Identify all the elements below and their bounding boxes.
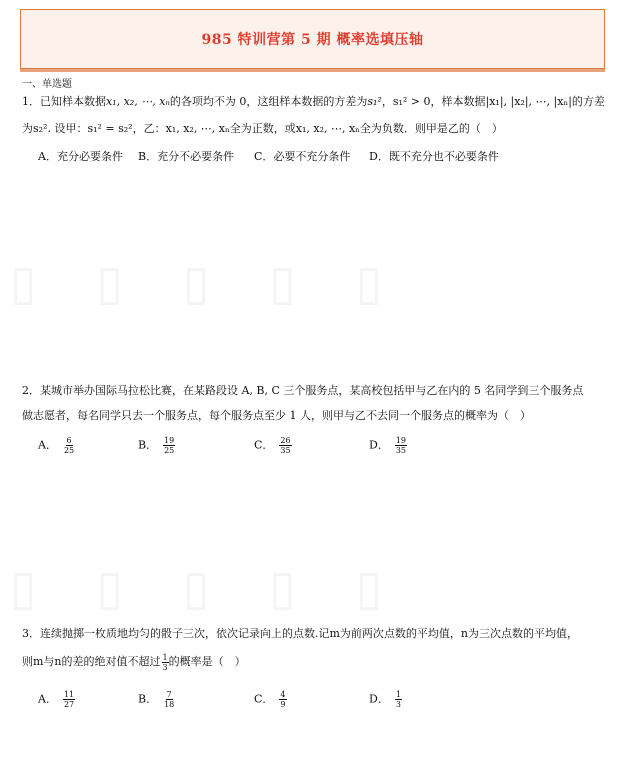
option-fraction: $\frac{4}{9}$ xyxy=(280,690,286,709)
section-heading: 一、单选题 xyxy=(22,79,72,90)
option-label: C． xyxy=(254,438,274,452)
option-label: B． xyxy=(138,692,158,706)
watermark-band: ▯▯▯▯▯ xyxy=(10,560,443,616)
option-label: C． xyxy=(254,692,274,706)
question-2-line-1: 2．某城市举办国际马拉松比赛，在某路段设 A, B, C 三个服务点，某高校包括甲与乙在内的 5 名同学到三个服务点 xyxy=(22,384,584,397)
option-label: B． xyxy=(138,438,158,452)
q3-option-d[interactable] xyxy=(369,690,402,709)
q2-option-d[interactable] xyxy=(369,436,407,455)
q1-text: ，s₁² > 0，样本数据|x₁|, |x₂|, ⋯, |xₙ|的方差 xyxy=(381,95,605,108)
watermark-band: ▯▯▯▯▯ xyxy=(10,255,443,311)
q3-fraction: $\frac{1}{3}$ xyxy=(162,652,168,672)
question-1-line-1 xyxy=(22,92,605,112)
q2-option-b[interactable] xyxy=(138,436,175,455)
q3-option-b[interactable] xyxy=(138,690,175,709)
q3-option-c[interactable] xyxy=(254,690,287,709)
q2-option-c[interactable] xyxy=(254,436,292,455)
option-fraction: $\frac{11}{27}$ xyxy=(63,690,75,709)
title-banner xyxy=(20,9,605,69)
q1-option-d[interactable]: D．既不充分也不必要条件 xyxy=(369,150,499,163)
option-fraction: $\frac{7}{18}$ xyxy=(164,690,175,709)
question-3-line-1: 3．连续抛掷一枚质地均匀的骰子三次，依次记录向上的点数.记m为前两次点数的平均值，n为三次点数的平均值， xyxy=(22,627,579,640)
question-1-line-2: 为s₂². 设甲：s₁² = s₂²，乙：x₁, x₂, ⋯, xₙ全为正数，或x₁, x₂, ⋯, xₙ全为负数．则甲是乙的（ ） xyxy=(22,122,503,135)
option-label: A． xyxy=(38,692,57,706)
page-title: 985 特训营第 5 期 概率选填压轴 xyxy=(201,32,424,48)
option-fraction: $\frac{19}{25}$ xyxy=(164,436,175,455)
option-label: A． xyxy=(38,438,57,452)
option-label: D． xyxy=(369,692,389,706)
q3-option-a[interactable] xyxy=(38,690,75,709)
option-label: D． xyxy=(369,438,389,452)
question-3-line-2 xyxy=(22,652,246,672)
option-fraction: $\frac{19}{35}$ xyxy=(395,436,407,455)
option-fraction: $\frac{1}{3}$ xyxy=(395,690,401,709)
question-2-line-2: 做志愿者，每名同学只去一个服务点，每个服务点至少 1 人，则甲与乙不去同一个服务点的概率为（ ） xyxy=(22,409,531,422)
q1-option-a[interactable]: A．充分必要条件 xyxy=(38,150,123,163)
q1-text: 1．已知样本数据 xyxy=(22,95,106,108)
q1-text: 的各项均不为 0，这组样本数据的方差为 xyxy=(169,95,368,108)
q3-text: 则m与n的差的绝对值不超过 xyxy=(22,655,161,668)
q1-option-b[interactable]: B．充分不必要条件 xyxy=(138,150,235,163)
option-fraction: $\frac{26}{35}$ xyxy=(280,436,291,455)
q2-option-a[interactable] xyxy=(38,436,75,455)
option-fraction: $\frac{6}{25}$ xyxy=(63,436,75,455)
q1-option-c[interactable]: C．必要不充分条件 xyxy=(254,150,351,163)
q1-vars: x₁, x₂, ⋯, xₙ xyxy=(106,95,170,108)
q3-text: 的概率是（ ） xyxy=(168,655,246,668)
q1-var-s1: s₁² xyxy=(367,95,382,108)
